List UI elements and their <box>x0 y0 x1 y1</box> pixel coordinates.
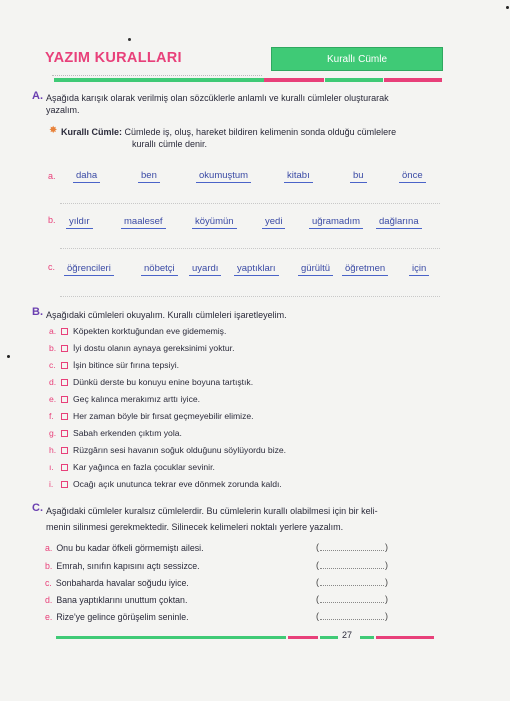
page-title: YAZIM KURALLARI <box>45 50 182 66</box>
rule-text: Cümlede iş, oluş, hareket bildiren kelimenin sonda olduğu cümlelere <box>124 127 397 137</box>
title-dotted-line <box>52 75 262 77</box>
list-item <box>49 377 253 388</box>
list-item <box>45 577 189 589</box>
item-label: b. <box>49 343 57 353</box>
item-text: Geç kalınca merakımız arttı iyice. <box>73 394 201 404</box>
rule-text-line2: kurallı cümle denir. <box>132 139 208 149</box>
list-item <box>49 394 200 405</box>
item-label: c. <box>49 360 56 370</box>
list-item <box>45 594 187 606</box>
item-text: Ocağı açık unutunca tekrar eve dönmek zorunda kaldı. <box>73 479 282 489</box>
item-label: a. <box>49 326 57 336</box>
item-text: Dünkü derste bu konuyu enine boyuna tartıştık. <box>73 377 254 387</box>
dotted-blank[interactable] <box>320 550 384 551</box>
section-b-instruction: Aşağıdaki cümleleri okuyalım. Kurallı cümleleri işaretleyelim. <box>46 310 287 320</box>
item-text: Her zaman böyle bir fırsat geçmeyebilir elimize. <box>73 411 254 421</box>
paren-close: ) <box>385 611 388 621</box>
margin-dot <box>7 355 10 358</box>
checkbox[interactable] <box>61 413 68 420</box>
section-c-instruction <box>46 505 476 533</box>
word-chip: gürültü <box>298 263 333 276</box>
answer-blank[interactable] <box>316 560 388 570</box>
rule-definition <box>61 126 461 138</box>
item-text: Bana yaptıklarını unuttum çoktan. <box>56 595 188 605</box>
paren-open: ( <box>316 542 319 552</box>
list-item <box>49 428 182 439</box>
header-strip-green <box>54 78 264 82</box>
rule-label: Kurallı Cümle: <box>61 127 123 137</box>
word-chip: maalesef <box>121 216 166 229</box>
footer-strip-pink2 <box>376 636 434 639</box>
list-item <box>45 611 189 623</box>
section-b-letter: B. <box>32 306 43 318</box>
paren-close: ) <box>385 577 388 587</box>
section-c-instruction-line1: Aşağıdaki cümleler kuralsız cümlelerdir. Bu cümlelerin kurallı olabilmesi için bir keli- <box>46 506 378 516</box>
item-label: g. <box>49 428 57 438</box>
word-chip: yaptıkları <box>234 263 279 276</box>
answer-blank[interactable] <box>316 542 388 552</box>
checkbox[interactable] <box>61 464 68 471</box>
word-chip: öğretmen <box>342 263 388 276</box>
item-text: İyi dostu olanın aynaya gereksinimi yoktur. <box>73 343 235 353</box>
item-label: d. <box>49 377 57 387</box>
word-chip: uyardı <box>189 263 221 276</box>
paren-close: ) <box>385 542 388 552</box>
item-label: b. <box>45 561 53 571</box>
word-chip: öğrencileri <box>64 263 114 276</box>
word-chip: bu <box>350 170 367 183</box>
list-item <box>49 360 179 371</box>
paren-open: ( <box>316 611 319 621</box>
paren-open: ( <box>316 560 319 570</box>
item-text: Emrah, sınıfın kapısını açtı sessizce. <box>56 561 200 571</box>
item-label: f. <box>49 411 54 421</box>
section-c-letter: C. <box>32 502 43 514</box>
section-a-instruction <box>46 92 466 116</box>
item-label: e. <box>49 394 57 404</box>
list-item <box>45 542 204 554</box>
header-strip-pink2 <box>384 78 442 82</box>
row-b-label: b. <box>48 215 56 225</box>
section-a-letter: A. <box>32 90 43 102</box>
list-item <box>49 445 286 456</box>
item-text: Köpekten korktuğundan eve gidememiş. <box>73 326 227 336</box>
checkbox[interactable] <box>61 328 68 335</box>
word-chip: için <box>409 263 429 276</box>
item-label: c. <box>45 578 52 588</box>
word-chip: daha <box>73 170 100 183</box>
footer-strip-pink <box>288 636 318 639</box>
row-c-label: c. <box>48 262 56 272</box>
item-label: i. <box>49 479 54 489</box>
page-number: 27 <box>342 630 353 640</box>
item-label: h. <box>49 445 57 455</box>
item-text: Rüzgârın sesi havanın soğuk olduğunu söylüyordu bize. <box>73 445 287 455</box>
word-chip: ben <box>138 170 160 183</box>
list-item <box>49 326 226 337</box>
checkbox[interactable] <box>61 379 68 386</box>
answer-line[interactable] <box>60 248 440 249</box>
answer-line[interactable] <box>60 203 440 204</box>
footer-strip-green <box>56 636 286 639</box>
item-text: Sabah erkenden çıktım yola. <box>73 428 182 438</box>
word-chip: kitabı <box>284 170 313 183</box>
checkbox[interactable] <box>61 396 68 403</box>
item-label: d. <box>45 595 53 605</box>
word-chip: köyümün <box>192 216 237 229</box>
dotted-blank[interactable] <box>320 619 384 620</box>
list-item <box>49 462 215 473</box>
answer-blank[interactable] <box>316 594 388 604</box>
word-chip: önce <box>399 170 426 183</box>
word-chip: yedi <box>262 216 285 229</box>
checkbox[interactable] <box>61 481 68 488</box>
title-decoration-dot <box>128 38 131 41</box>
item-text: İşin bitince sür fırına tepsiyi. <box>73 360 180 370</box>
section-a-instruction-line1: Aşağıda karışık olarak verilmiş olan sözcüklerle anlamlı ve kurallı cümleler oluşturarak <box>46 93 389 103</box>
paren-close: ) <box>385 594 388 604</box>
header-strip-pink <box>264 78 324 82</box>
section-c-instruction-line2: menin silinmesi gerekmektedir. Silinecek kelimeleri noktalı yerlere yazalım. <box>46 522 344 532</box>
footer-strip-green3 <box>360 636 374 639</box>
dotted-blank[interactable] <box>320 602 384 603</box>
item-text: Onu bu kadar öfkeli görmemiştı ailesi. <box>56 543 204 553</box>
section-a-instruction-line2: yazalım. <box>46 105 80 115</box>
list-item <box>45 560 200 572</box>
item-label: ı. <box>49 462 54 472</box>
row-a-label: a. <box>48 171 56 181</box>
item-text: Kar yağınca en fazla çocuklar sevinir. <box>73 462 215 472</box>
item-text: Rize'ye gelince görüşelim seninle. <box>56 612 189 622</box>
answer-blank[interactable] <box>316 611 388 621</box>
gear-bullet-icon: ✸ <box>49 125 58 136</box>
word-chip: dağlarına <box>376 216 422 229</box>
answer-blank[interactable] <box>316 577 388 587</box>
item-label: a. <box>45 543 53 553</box>
word-chip: yıldır <box>66 216 93 229</box>
checkbox[interactable] <box>61 362 68 369</box>
topic-tag: Kurallı Cümle <box>271 47 443 71</box>
dotted-blank[interactable] <box>320 585 384 586</box>
paren-open: ( <box>316 594 319 604</box>
checkbox[interactable] <box>61 430 68 437</box>
paren-open: ( <box>316 577 319 587</box>
word-chip: okumuştum <box>196 170 251 183</box>
item-label: e. <box>45 612 53 622</box>
list-item <box>49 479 282 490</box>
answer-line[interactable] <box>60 296 440 297</box>
margin-dot <box>506 6 509 9</box>
word-chip: nöbetçi <box>141 263 178 276</box>
list-item <box>49 343 234 354</box>
item-text: Sonbaharda havalar soğudu iyice. <box>55 578 189 588</box>
dotted-blank[interactable] <box>320 568 384 569</box>
checkbox[interactable] <box>61 447 68 454</box>
word-chip: uğramadım <box>309 216 363 229</box>
paren-close: ) <box>385 560 388 570</box>
list-item <box>49 411 254 422</box>
checkbox[interactable] <box>61 345 68 352</box>
footer-strip-green2 <box>320 636 338 639</box>
header-strip-green2 <box>325 78 383 82</box>
